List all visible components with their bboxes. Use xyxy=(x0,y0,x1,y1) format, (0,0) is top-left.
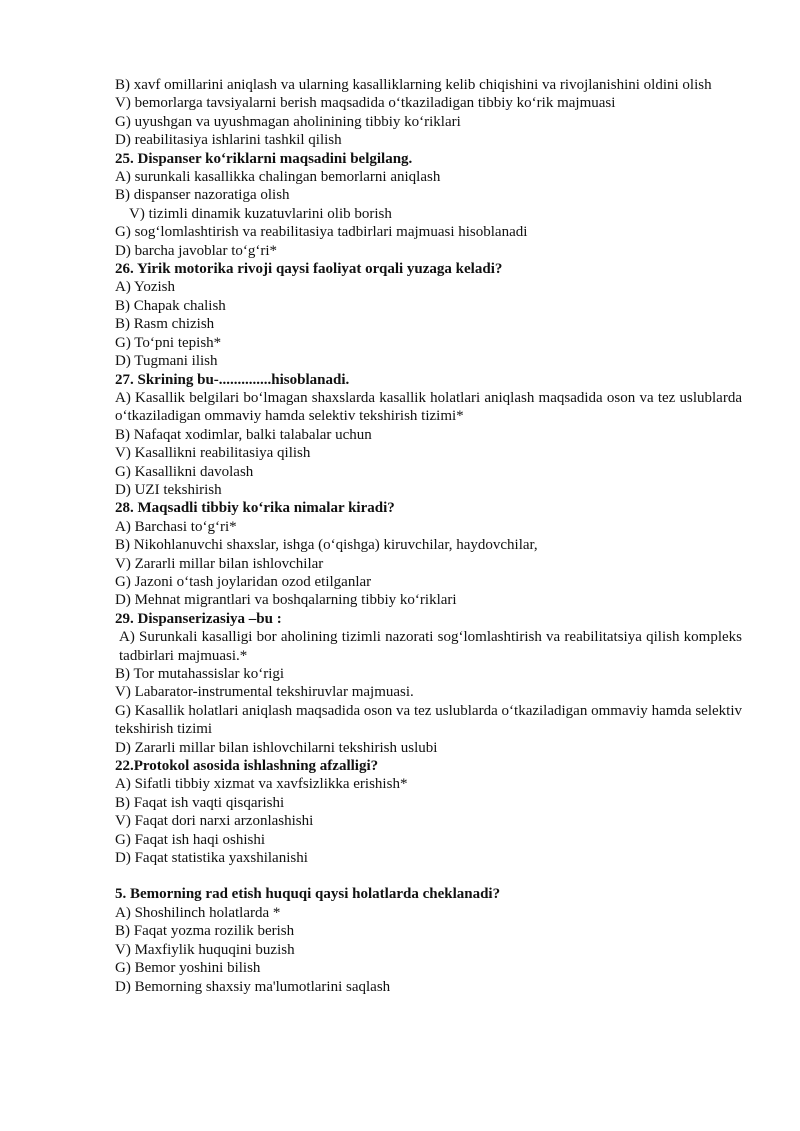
question-25-title: 25. Dispanser ko‘riklarni maqsadini belgilang. xyxy=(115,150,413,167)
question-27-option-v: V) Kasallikni reabilitasiya qilish xyxy=(115,445,311,462)
question-29-option-d: D) Zararli millar bilan ishlovchilarni tekshirish uslubi xyxy=(115,739,438,756)
question-22-option-a: A) Sifatli tibbiy xizmat va xavfsizlikka erishish* xyxy=(115,776,408,793)
question-26-option-b1: B) Chapak chalish xyxy=(115,297,226,314)
question-25-option-v: V) tizimli dinamik kuzatuvlarini olib borish xyxy=(129,205,392,222)
question-29-option-v: V) Labarator-instrumental tekshiruvlar majmuasi. xyxy=(115,684,414,701)
question-22-option-b: B) Faqat ish vaqti qisqarishi xyxy=(115,794,285,811)
question-28-option-d: D) Mehnat migrantlari va boshqalarning tibbiy ko‘riklari xyxy=(115,592,457,609)
question-5-option-b: B) Faqat yozma rozilik berish xyxy=(115,923,295,940)
question-5-title: 5. Bemorning rad etish huquqi qaysi holatlarda cheklanadi? xyxy=(115,886,501,903)
question-22-option-g: G) Faqat ish haqi oshishi xyxy=(115,831,265,848)
question-25-option-d: D) barcha javoblar to‘g‘ri* xyxy=(115,242,278,259)
question-29-title: 29. Dispanserizasiya –bu : xyxy=(115,610,282,627)
pre-option-g: G) uyushgan va uyushmagan aholinining tibbiy ko‘riklari xyxy=(115,113,461,130)
question-26-option-b2: B) Rasm chizish xyxy=(115,316,215,333)
question-22-option-v: V) Faqat dori narxi arzonlashishi xyxy=(115,813,314,830)
question-26-option-g: G) To‘pni tepish* xyxy=(115,334,222,351)
question-25-option-a: A) surunkali kasallikka chalingan bemorlarni aniqlash xyxy=(115,169,441,186)
question-25-option-g: G) sog‘lomlashtirish va reabilitasiya tadbirlari majmuasi hisoblanadi xyxy=(115,224,528,241)
blank-spacer xyxy=(115,867,742,885)
question-27-option-b: B) Nafaqat xodimlar, balki talabalar uchun xyxy=(115,426,372,443)
question-5-option-g: G) Bemor yoshini bilish xyxy=(115,960,261,977)
question-22-title: 22.Protokol asosida ishlashning afzalligi? xyxy=(115,758,379,775)
question-25-option-b: B) dispanser nazoratiga olish xyxy=(115,187,290,204)
question-28-option-g: G) Jazoni o‘tash joylaridan ozod etilganlar xyxy=(115,573,372,590)
question-27-title: 27. Skrining bu-..............hisoblanadi. xyxy=(115,371,350,388)
question-27-option-d: D) UZI tekshirish xyxy=(115,481,222,498)
question-5-option-v: V) Maxfiylik huquqini buzish xyxy=(115,941,295,958)
question-27-option-a: A) Kasallik belgilari bo‘lmagan shaxslarda kasallik holatlari aniqlash maqsadida oson va tez uslublarda o‘tkaziladigan ommaviy hamda selektiv tekshirish tizimi* xyxy=(115,389,742,425)
question-28-option-a: A) Barchasi to‘g‘ri* xyxy=(115,518,237,535)
question-5-option-a: A) Shoshilinch holatlarda * xyxy=(115,904,281,921)
question-22-option-d: D) Faqat statistika yaxshilanishi xyxy=(115,850,308,867)
question-26-option-a: A) Yozish xyxy=(115,279,176,296)
question-5-option-d: D) Bemorning shaxsiy ma'lumotlarini saqlash xyxy=(115,978,391,995)
question-29-option-b: B) Tor mutahassislar ko‘rigi xyxy=(115,666,285,682)
question-26-title: 26. Yirik motorika rivoji qaysi faoliyat orqali yuzaga keladi? xyxy=(115,261,503,278)
question-28-option-b: B) Nikohlanuvchi shaxslar, ishga (o‘qishga) kiruvchilar, haydovchilar, xyxy=(115,537,538,554)
pre-option-v: V) bemorlarga tavsiyalarni berish maqsadida o‘tkaziladigan tibbiy ko‘rik majmuasi xyxy=(115,95,616,112)
question-27-option-g: G) Kasallikni davolash xyxy=(115,463,254,480)
question-28-option-v: V) Zararli millar bilan ishlovchilar xyxy=(115,555,324,572)
question-29-option-a: A) Surunkali kasalligi bor aholining tizimli nazorati sog‘lomlashtirish va reabilitatsiya qilish kompleks tadbirlari majmuasi.* xyxy=(119,629,742,664)
pre-option-d: D) reabilitasiya ishlarini tashkil qilish xyxy=(115,132,342,149)
question-26-option-d: D) Tugmani ilish xyxy=(115,353,218,370)
document-page xyxy=(115,76,742,996)
question-29-option-g: G) Kasallik holatlari aniqlash maqsadida oson va tez uslublarda o‘tkaziladigan ommaviy hamda selektiv tekshirish tizimi xyxy=(115,702,742,738)
question-28-title: 28. Maqsadli tibbiy ko‘rika nimalar kiradi? xyxy=(115,500,395,517)
pre-option-b: B) xavf omillarini aniqlash va ularning kasalliklarning kelib chiqishini va rivojlanishini oldini olish xyxy=(115,77,712,93)
